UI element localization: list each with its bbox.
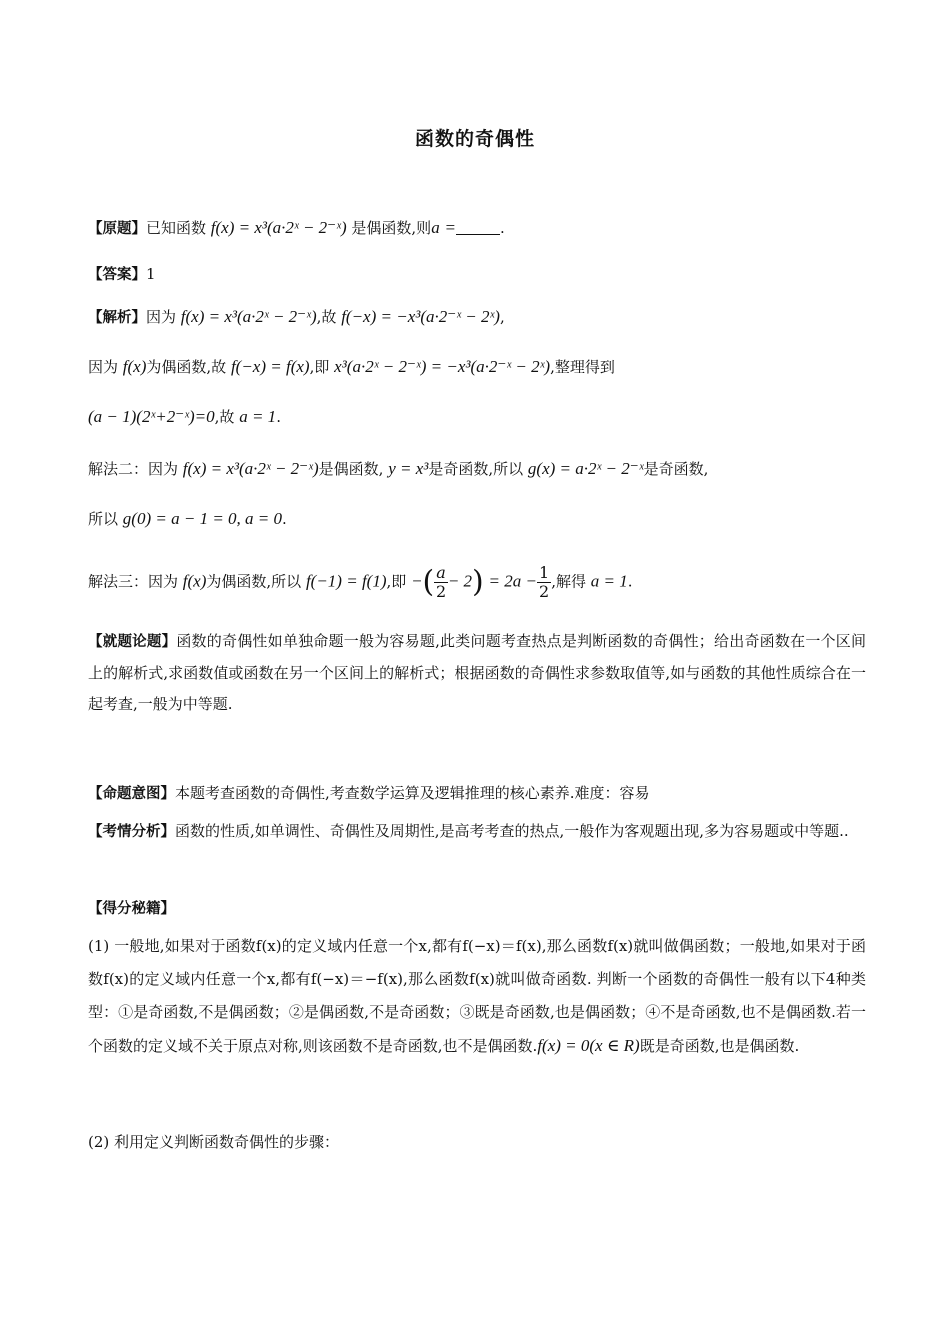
answer-tag: 【答案】 (88, 267, 146, 283)
exam-paragraph: 【考情分析】函数的性质,如单调性、奇偶性及周期性,是高考考查的热点,一般作为客观题出现,多为容易题或中等题.. (88, 822, 849, 840)
analysis-line-1: 【解析】因为 f(x) = x³(a·2ˣ − 2⁻ˣ),故 f(−x) = −x³(a·2⁻ˣ − 2ˣ), (88, 307, 505, 326)
question-line: 【原题】已知函数 f(x) = x³(a·2ˣ − 2⁻ˣ) 是偶函数,则a = . (88, 218, 505, 237)
answer-value: 1 (146, 265, 156, 283)
discussion-paragraph: 【就题论题】函数的奇偶性如单独命题一般为容易题,此类问题考查热点是判断函数的奇偶性；给出奇函数在一个区间上的解析式,求函数值或函数在另一个区间上的解析式；根据函数的奇偶性求参数取值等,如与函数的其他性质综合在一起考查,一般为中等题. (88, 632, 866, 713)
fraction: $\frac{1}{2}$ (539, 563, 550, 601)
analysis-line-2: 因为 f(x)为偶函数,故 f(−x) = f(x),即 x³(a·2ˣ − 2⁻ˣ) = −x³(a·2⁻ˣ − 2ˣ),整理得到 (88, 357, 615, 376)
tips-tag: 【得分秘籍】 (88, 901, 175, 917)
tips-paragraph-2: (2) 利用定义判断函数奇偶性的步骤： (88, 1133, 340, 1151)
method2-line-1: 解法二：因为 f(x) = x³(a·2ˣ − 2⁻ˣ)是偶函数, y = x³是奇函数,所以 g(x) = a·2ˣ − 2⁻ˣ是奇函数, (88, 459, 709, 478)
tips-heading (88, 893, 866, 925)
page-title: 函数的奇偶性 (414, 128, 535, 150)
intent-tag: 【命题意图】 (88, 786, 175, 802)
intent-paragraph: 【命题意图】本题考查函数的奇偶性,考查数学运算及逻辑推理的核心素养.难度：容易 (88, 784, 650, 802)
answer-blank (456, 220, 500, 235)
analysis-line-3: (a − 1)(2ˣ+2⁻ˣ)=0,故 a = 1. (88, 407, 281, 426)
analysis-tag: 【解析】 (88, 310, 146, 326)
exam-tag: 【考情分析】 (88, 824, 175, 840)
answer-line (88, 262, 868, 287)
method2-line-2: 所以 g(0) = a − 1 = 0, a = 0. (88, 509, 287, 528)
question-formula: f(x) = x³(a·2ˣ − 2⁻ˣ) (210, 218, 347, 237)
tips-paragraph-1: (1) 一般地,如果对于函数f(x)的定义域内任意一个x,都有f(−x)＝f(x),那么函数f(x)就叫做偶函数；一般地,如果对于函数f(x)的定义域内任意一个x,都有f(−x)＝−f(x),那么函数f(x)就叫做奇函数. 判断一个函数的奇偶性一般有以下4种类型：①是奇函数,不是偶函数；②是偶函数,不是奇函数；③既是奇函数,也是偶函数；④不是奇函数,也不是偶函数.若一个函数的定义域不关于原点对称,则该函数不是奇函数,也不是偶函数.f(x) = 0(x ∈ R)既是奇函数,也是偶函数. (88, 937, 866, 1055)
question-tag: 【原题】 (88, 221, 146, 237)
discussion-tag: 【就题论题】 (88, 634, 177, 650)
fraction: $\frac{a}{2}$ (435, 563, 447, 601)
method3-line: 解法三：因为 f(x)为偶函数,所以 f(−1) = f(1),即 −( $\frac{a}{2}$ − 2) = 2a − $\frac{1}{2}$ ,解得 a = 1. (88, 563, 633, 601)
